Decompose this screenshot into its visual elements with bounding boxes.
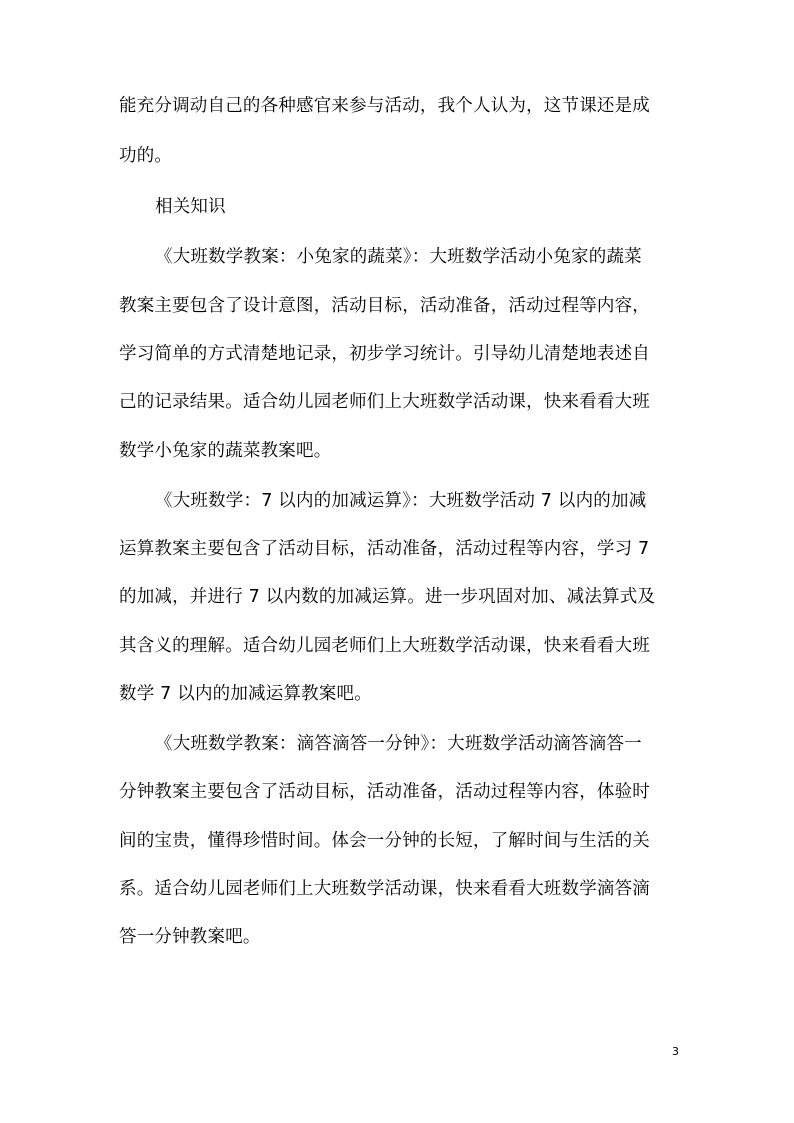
paragraph-line: 数学小兔家的蔬菜教案吧。 xyxy=(119,441,332,461)
paragraph-line: 《大班数学教案：滴答滴答一分钟》：大班数学活动滴答滴答一 xyxy=(155,734,642,754)
paragraph-line: 《大班数学：7 以内的加减运算》：大班数学活动 7 以内的加减 xyxy=(155,491,647,511)
section-heading: 相关知识 xyxy=(155,197,226,217)
paragraph-line: 其含义的理解。适合幼儿园老师们上大班数学活动课，快来看看大班 xyxy=(119,636,650,656)
paragraph-line: 能充分调动自己的各种感官来参与活动，我个人认为，这节课还是成 xyxy=(119,96,650,116)
paragraph-line: 学习简单的方式清楚地记录，初步学习统计。引导幼儿清楚地表述自 xyxy=(119,344,650,364)
paragraph-line: 功的。 xyxy=(119,146,173,166)
paragraph-line: 间的宝贵，懂得珍惜时间。体会一分钟的长短，了解时间与生活的关 xyxy=(119,831,650,851)
paragraph-line: 的加减，并进行 7 以内数的加减运算。进一步巩固对加、减法算式及 xyxy=(119,587,656,607)
paragraph-line: 系。适合幼儿园老师们上大班数学活动课，快来看看大班数学滴答滴 xyxy=(119,879,650,899)
paragraph-line: 教案主要包含了设计意图，活动目标，活动准备，活动过程等内容， xyxy=(119,296,650,316)
page-number: 3 xyxy=(672,1045,679,1058)
paragraph-line: 答一分钟教案吧。 xyxy=(119,927,261,947)
paragraph-line: 《大班数学教案：小兔家的蔬菜》：大班数学活动小兔家的蔬菜 xyxy=(155,247,642,267)
paragraph-line: 己的记录结果。适合幼儿园老师们上大班数学活动课，快来看看大班 xyxy=(119,392,650,412)
paragraph-line: 运算教案主要包含了活动目标，活动准备，活动过程等内容，学习 7 xyxy=(119,539,650,559)
paragraph-line: 分钟教案主要包含了活动目标，活动准备，活动过程等内容，体验时 xyxy=(119,782,650,802)
paragraph-line: 数学 7 以内的加减运算教案吧。 xyxy=(119,684,372,704)
